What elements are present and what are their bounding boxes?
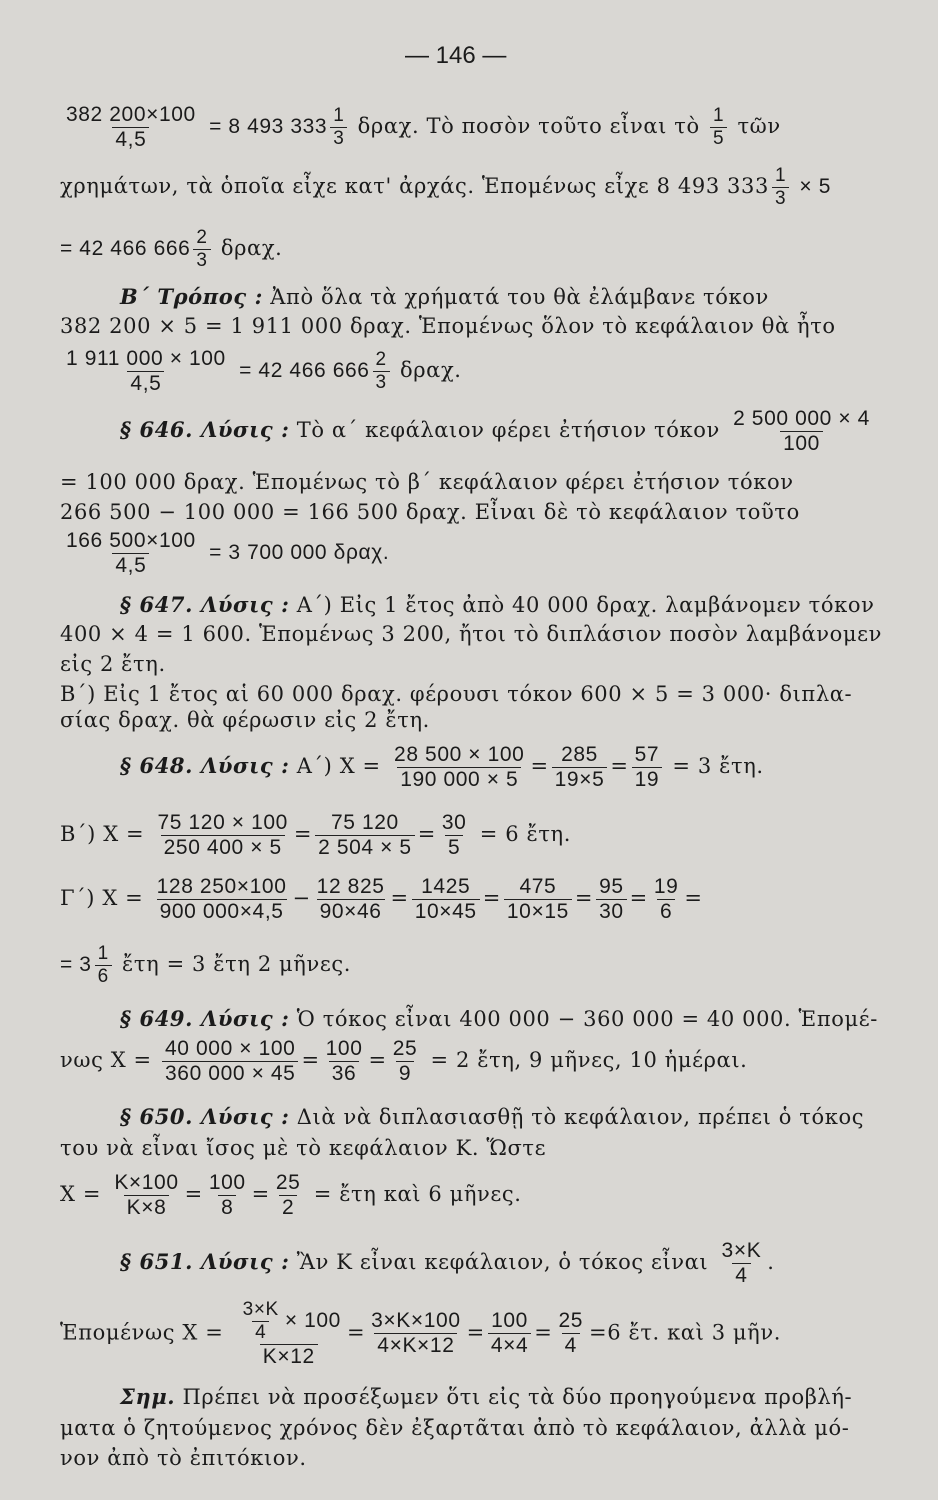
denominator: 36	[329, 1061, 360, 1085]
numerator: 1	[712, 105, 725, 127]
numerator: 28 500 × 100	[394, 743, 525, 766]
denominator: 6	[95, 965, 112, 987]
numerator: 25	[392, 1037, 418, 1060]
denominator: 4×4	[488, 1333, 531, 1357]
numerator: 3×Κ	[721, 1239, 762, 1262]
denominator: 4×Κ×12	[374, 1333, 457, 1357]
fraction	[63, 530, 199, 577]
fraction	[730, 408, 873, 455]
numerator: 166 500×100	[66, 529, 196, 552]
note-heading: Σημ.	[120, 1384, 176, 1409]
denominator: Κ×8	[124, 1195, 170, 1219]
body-text: τῶν	[737, 114, 781, 139]
denominator: 100	[780, 431, 823, 455]
fraction	[314, 876, 388, 923]
numerator: 75 120	[330, 811, 399, 834]
equation-text: Ἑπομένως Χ =	[60, 1320, 224, 1345]
body-text: δραχ. Τὸ ποσὸν τοῦτο εἶναι τὸ	[357, 114, 700, 139]
body-text: Ἀπὸ ὅλα τὰ χρήματά του θὰ ἐλάμβανε τόκον	[270, 285, 769, 309]
s646-line-4	[60, 530, 389, 577]
equation-text: = 8 493 333	[209, 115, 328, 139]
equation-text: Β΄) Χ =	[60, 822, 145, 847]
section-heading: § 651. Λύσις :	[120, 1249, 290, 1275]
equation-text: νως Χ =	[60, 1048, 152, 1073]
section-heading: § 647. Λύσις :	[120, 592, 290, 617]
numerator: 25	[275, 1171, 301, 1194]
fraction	[315, 812, 415, 859]
note-line-2: ματα ὁ ζητούμενος χρόνος δὲν ἐξαρτᾶται ἀπὸ τὸ κεφάλαιον, ἀλλὰ μό-	[60, 1416, 850, 1440]
fraction	[710, 106, 727, 149]
body-text: χρημάτων, τὰ ὁποῖα εἶχε κατ' ἀρχάς. Ἑπομένως εἶχε 8 493 333	[60, 173, 769, 198]
numerator: 95	[599, 875, 624, 898]
fraction	[488, 1310, 531, 1357]
s648-line-b: Β΄) Χ = $\frac{75 120 \times 100}{250 400 \times 5}$ = $\frac{75 120}{2 504 \times 5}$ = $\frac{30}{5}$ = 6 ἔτη.	[60, 811, 572, 860]
numerator: 100	[325, 1037, 363, 1060]
denominator: 4,5	[127, 371, 164, 395]
equation-text: =6 ἔτ. καὶ 3 μῆν.	[589, 1320, 782, 1345]
fraction	[154, 876, 290, 923]
numerator: 1	[774, 165, 787, 186]
numerator: 100	[208, 1171, 246, 1194]
fraction	[555, 1310, 586, 1357]
fraction	[273, 1172, 304, 1219]
denominator: 4,5	[112, 553, 149, 577]
numerator: 1 911 000 × 100	[66, 347, 226, 370]
denominator: 3	[772, 187, 789, 209]
body-text: δραχ.	[399, 358, 462, 383]
numerator: 128 250×100	[156, 875, 287, 898]
numerator: 3×Κ	[242, 1299, 279, 1320]
numerator: 25	[558, 1309, 584, 1333]
fraction	[772, 166, 789, 209]
s650-line-2: του νὰ εἶναι ἴσος μὲ τὸ κεφάλαιον Κ. Ὥστε	[60, 1136, 547, 1160]
denominator: 900 000×4,5	[157, 899, 287, 923]
s648-line-a: § 648. Λύσις : Α΄) Χ = $\frac{28 500 \times 100}{190 000 \times 5}$ = $\frac{285}{19\times 5}$ = $\frac{57}{19}$ = 3 ἔτη.	[120, 743, 764, 792]
fraction	[234, 1300, 344, 1368]
denominator: 3	[193, 249, 210, 271]
inner-fraction	[240, 1300, 282, 1343]
s647-line-3: εἰς 2 ἔτη.	[60, 652, 166, 676]
fraction	[323, 1038, 366, 1085]
denominator: 19	[632, 767, 663, 791]
equation-text: = 6 ἔτη.	[479, 822, 572, 847]
s646-line-2: = 100 000 δραχ. Ἑπομένως τὸ β΄ κεφάλαιον φέρει ἐτήσιον τόκον	[60, 470, 794, 494]
numerator: 382 200×100	[66, 103, 196, 126]
fraction	[63, 348, 229, 395]
line-5: 382 200 × 5 = 1 911 000 δραχ. Ἑπομένως ὅλον τὸ κεφάλαιον θὰ ἦτο	[60, 314, 836, 338]
s649-line-1	[120, 1006, 878, 1031]
s646-line-1	[120, 408, 876, 455]
section-heading: Β΄ Τρόπος :	[120, 284, 263, 309]
numerator: 475	[519, 875, 557, 898]
denominator: 5	[710, 127, 727, 149]
s648-line-c-result	[60, 944, 351, 987]
numerator: 30	[441, 811, 467, 834]
body-text: Α΄) Εἰς 1 ἔτος ἀπὸ 40 000 δραχ. λαμβάνομεν τόκον	[296, 593, 875, 617]
fraction	[330, 106, 347, 149]
equation-text: = 2 ἔτη, 9 μῆνες, 10 ἡμέραι.	[430, 1048, 748, 1073]
numerator: 57	[634, 743, 660, 766]
s647-line-4: Β΄) Εἰς 1 ἔτος αἱ 60 000 δραχ. φέρουσι τόκον 600 × 5 = 3 000· διπλα-	[60, 682, 853, 706]
numerator: 19	[653, 875, 679, 898]
fraction	[390, 1038, 421, 1085]
numerator: Κ×100	[114, 1171, 179, 1194]
denominator: 6	[657, 899, 675, 923]
body-text: Πρέπει νὰ προσέξωμεν ὅτι εἰς τὰ δύο προηγούμενα προβλή-	[182, 1385, 853, 1409]
denominator: 4	[252, 1321, 269, 1343]
numerator: 100	[491, 1309, 528, 1333]
numerator: 2	[196, 227, 208, 248]
s647-line-5: σίας δραχ. θὰ φέρωσιν εἰς 2 ἔτη.	[60, 708, 430, 732]
denominator: 10×15	[504, 899, 572, 923]
section-heading: § 649. Λύσις :	[120, 1006, 290, 1031]
numerator: 75 120 × 100	[157, 811, 288, 834]
fraction	[632, 744, 663, 791]
numerator: 1	[97, 943, 109, 964]
equation-text: Γ΄) Χ =	[60, 886, 144, 911]
denominator: 360 000 × 45	[162, 1061, 298, 1085]
numerator: 2 500 000 × 4	[733, 407, 870, 430]
denominator: 4,5	[112, 127, 149, 151]
s648-line-c: Γ΄) Χ = $\frac{128 250\times 100}{900 000\times 4,5}$ − $\frac{12 825}{90\times 46}$ = $\frac{1425}{10\times 45}$ = $\frac{475}{10\times 15}$ = $\frac{95}{30}$ = $\frac{19}{6}$ =	[60, 875, 703, 924]
fraction	[368, 1310, 463, 1357]
numerator: 3×Κ×100	[371, 1309, 461, 1333]
body-text: Ὁ τόκος εἶναι 400 000 − 360 000 = 40 000. Ἑπομέ-	[296, 1007, 878, 1031]
numerator: 2	[375, 349, 387, 371]
fraction	[162, 1038, 298, 1085]
s650-line-3: Χ = $\frac{K\times 100}{K\times 8}$ = $\frac{100}{8}$ = $\frac{25}{2}$ = ἔτη καὶ 6 μῆνες.	[60, 1171, 522, 1220]
body-text: × 5	[799, 174, 831, 198]
equation-text: = 42 466 666	[60, 236, 191, 260]
body-text: Ἂν Κ εἶναι κεφάλαιον, ὁ τόκος εἶναι	[296, 1250, 709, 1275]
denominator: 2	[279, 1195, 297, 1219]
fraction	[155, 812, 291, 859]
s649-line-2: νως Χ = $\frac{40 000 \times 100}{360 000 \times 45}$ = $\frac{100}{36}$ = $\frac{25}{9}$ = 2 ἔτη, 9 μῆνες, 10 ἡμέραι.	[60, 1037, 748, 1086]
fraction	[95, 944, 112, 987]
line-2	[60, 166, 831, 209]
denominator: 9	[396, 1061, 414, 1085]
denominator: 19×5	[552, 767, 608, 791]
denominator: 8	[218, 1195, 236, 1219]
denominator: 3	[373, 371, 390, 393]
denominator: Κ×12	[260, 1344, 318, 1368]
section-heading: § 648. Λύσις :	[120, 753, 290, 779]
equation-text: Χ =	[60, 1182, 102, 1207]
fraction	[719, 1240, 765, 1287]
denominator: 4	[562, 1333, 580, 1357]
note-line-1	[120, 1384, 852, 1409]
fraction	[504, 876, 572, 923]
numerator: 12 825	[316, 875, 385, 898]
fraction	[111, 1172, 181, 1219]
denominator: 190 000 × 5	[397, 767, 521, 791]
denominator: 3	[330, 127, 347, 149]
denominator: 5	[445, 835, 463, 859]
fraction	[412, 876, 480, 923]
denominator: 10×45	[412, 899, 480, 923]
denominator: 90×46	[317, 899, 385, 923]
denominator: 30	[596, 899, 627, 923]
page-number: — 146 —	[405, 42, 507, 69]
equation-text: = 3 700 000 δραχ.	[209, 541, 390, 565]
note-line-3: νον ἀπὸ τὸ ἐπιτόκιον.	[60, 1446, 307, 1470]
b-tropos-line	[120, 284, 769, 309]
equation-text: = 42 466 666	[239, 359, 370, 383]
equation-text: × 100	[284, 1308, 341, 1332]
fraction	[552, 744, 608, 791]
numerator: 285	[561, 743, 598, 766]
numerator: 1	[333, 105, 345, 127]
fraction	[439, 812, 470, 859]
body-text: Διὰ νὰ διπλασιασθῇ τὸ κεφάλαιον, πρέπει ὁ τόκος	[296, 1105, 865, 1129]
s647-line-1	[120, 592, 874, 617]
body-text: δραχ.	[220, 235, 283, 260]
s651-line-2: Ἑπομένως Χ = $\frac{3\times K}{4}$ × 100 Κ×12 = $\frac{3\times K\times 100}{4\times K\times 12}$ = $\frac{100}{4\times 4}$ = $\frac{25}{4}$ =6 ἔτ. καὶ 3 μῆν.	[60, 1299, 782, 1368]
line-3	[60, 228, 282, 271]
equation-text: = 3 ἔτη.	[672, 754, 764, 779]
fraction	[206, 1172, 249, 1219]
equation-text: = 3	[60, 952, 92, 976]
equation-text: Α΄) Χ =	[296, 754, 381, 779]
fraction	[373, 350, 390, 393]
denominator: 250 400 × 5	[161, 835, 285, 859]
s650-line-1	[120, 1104, 864, 1129]
s646-line-3: 266 500 − 100 000 = 166 500 δραχ. Εἶναι δὲ τὸ κεφάλαιον τοῦτο	[60, 500, 800, 524]
line-1	[60, 104, 781, 151]
body-text: ἔτη = 3 ἔτη 2 μῆνες.	[122, 951, 351, 976]
denominator: 4	[732, 1263, 750, 1287]
compound-numerator	[234, 1300, 344, 1344]
fraction	[391, 744, 527, 791]
fraction	[63, 104, 199, 151]
section-heading: § 646. Λύσις :	[120, 417, 290, 443]
fraction	[651, 876, 682, 923]
s647-line-2: 400 × 4 = 1 600. Ἑπομένως 3 200, ἤτοι τὸ διπλάσιον ποσὸν λαμβάνομεν	[60, 622, 882, 646]
fraction	[596, 876, 627, 923]
body-text: Τὸ α΄ κεφάλαιον φέρει ἐτήσιον τόκον	[296, 418, 720, 443]
line-6	[60, 348, 462, 395]
section-heading: § 650. Λύσις :	[120, 1104, 290, 1129]
equation-text: = ἔτη καὶ 6 μῆνες.	[313, 1182, 522, 1207]
numerator: 1425	[421, 875, 471, 898]
fraction	[193, 228, 210, 271]
numerator: 40 000 × 100	[165, 1037, 296, 1060]
denominator: 2 504 × 5	[315, 835, 415, 859]
s651-line-1: § 651. Λύσις : Ἂν Κ εἶναι κεφάλαιον, ὁ τόκος εἶναι $\frac{3\times K}{4}$ .	[120, 1239, 775, 1288]
